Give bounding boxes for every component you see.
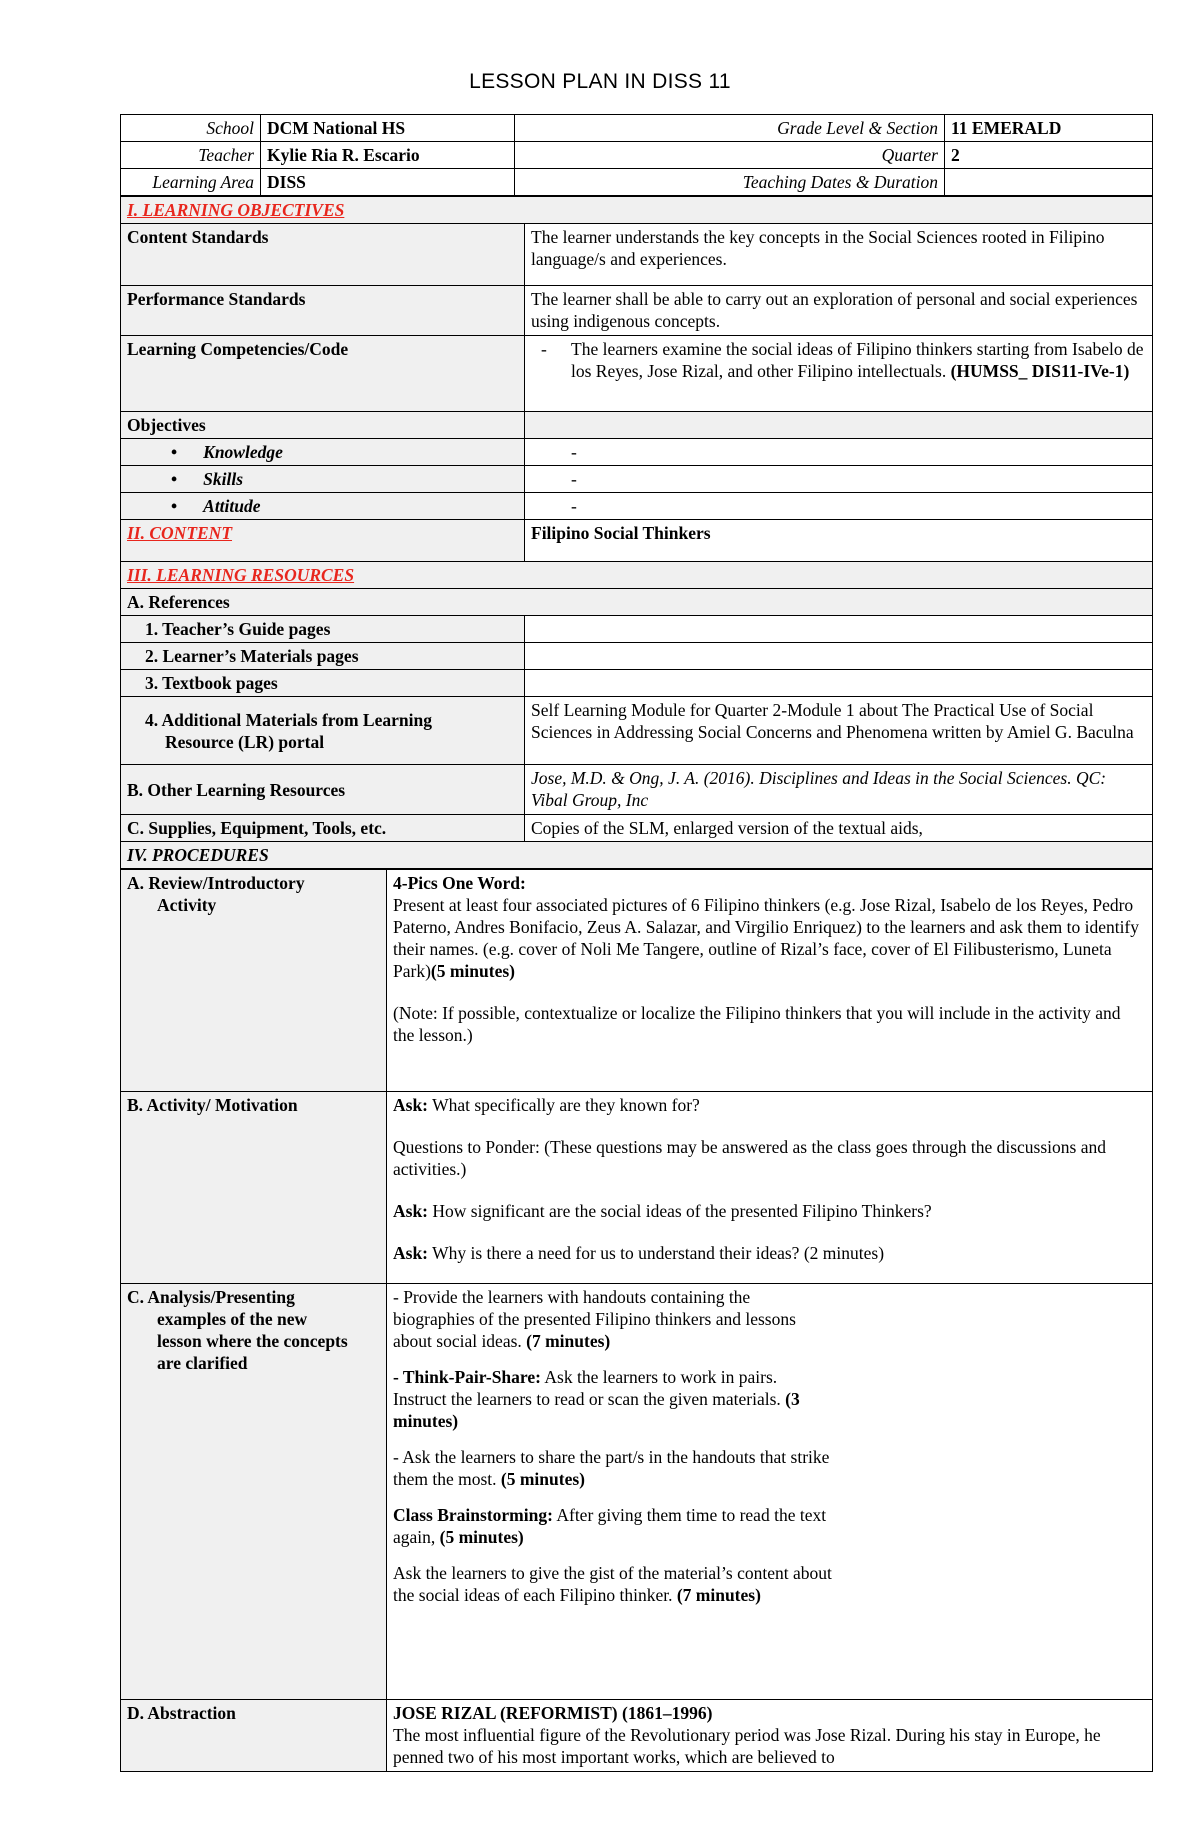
- references-label: A. References: [121, 589, 1153, 616]
- objectives-label: Objectives: [121, 412, 525, 439]
- additional-materials-label-line2: Resource (LR) portal: [165, 731, 325, 752]
- performance-standards-text: The learner shall be able to carry out an exploration of personal and social experiences using indigenous concepts.: [525, 286, 1153, 336]
- review-label-line2: Activity: [157, 895, 217, 915]
- page-title: LESSON PLAN IN DISS 11: [469, 70, 731, 93]
- dates-value: [945, 169, 1153, 196]
- competency-code: (HUMSS_ DIS11-IVe-1): [950, 361, 1130, 381]
- activity-ponder: Questions to Ponder: (These questions may be answered as the class goes through the discussions and activities.): [393, 1137, 1106, 1179]
- analysis-label-line3: lesson where the concepts: [157, 1331, 348, 1351]
- spacer: [393, 1432, 1146, 1446]
- competencies-label: Learning Competencies/Code: [121, 336, 525, 412]
- think-pair-share-label: - Think-Pair-Share:: [393, 1367, 541, 1387]
- area-value: DISS: [261, 169, 515, 196]
- analysis-label-line2: examples of the new: [157, 1309, 308, 1329]
- skills-label: • Skills: [121, 466, 525, 493]
- content-text: Filipino Social Thinkers: [525, 520, 1153, 562]
- supplies-text: Copies of the SLM, enlarged version of the textual aids,: [525, 815, 1153, 842]
- ask-label: Ask:: [393, 1201, 429, 1221]
- school-label: School: [121, 115, 261, 142]
- knowledge-value: -: [525, 439, 1153, 466]
- activity-label: B. Activity/ Motivation: [121, 1092, 387, 1284]
- ask-label: Ask:: [393, 1095, 429, 1115]
- additional-materials-label: [121, 697, 525, 765]
- review-label-line1: A. Review/Introductory: [127, 873, 305, 893]
- analysis-p5: [393, 1562, 833, 1606]
- review-label: [121, 870, 387, 1092]
- review-cell: [387, 870, 1153, 1092]
- analysis-label-line1: C. Analysis/Presenting: [127, 1287, 295, 1307]
- supplies-label: C. Supplies, Equipment, Tools, etc.: [121, 815, 525, 842]
- class-brainstorming-label: Class Brainstorming:: [393, 1505, 553, 1525]
- quarter-value: 2: [945, 142, 1153, 169]
- attitude-value: -: [525, 493, 1153, 520]
- textbook-label: 3. Textbook pages: [121, 670, 525, 697]
- analysis-p2-text: Ask the learners to work in pairs. Instruct the learners to read or scan the given materials.: [393, 1367, 781, 1409]
- analysis-p3: [393, 1446, 833, 1490]
- analysis-cell: [387, 1284, 1153, 1700]
- analysis-label: [121, 1284, 387, 1700]
- analysis-label-line4: are clarified: [157, 1353, 248, 1373]
- analysis-p5-text: Ask the learners to give the gist of the material’s content about the social ideas of each Filipino thinker.: [393, 1563, 832, 1605]
- other-resources-label: B. Other Learning Resources: [121, 765, 525, 815]
- spacer: [393, 1490, 1146, 1504]
- abstraction-title: JOSE RIZAL (REFORMIST) (1861–1996): [393, 1703, 713, 1723]
- content-standards-text: The learner understands the key concepts in the Social Sciences rooted in Filipino language/s and experiences.: [525, 224, 1153, 286]
- spacer: [393, 982, 1146, 1002]
- competencies-text: The learners examine the social ideas of Filipino thinkers starting from Isabelo de los Reyes, Jose Rizal, and other Filipino intellectuals.: [571, 339, 1144, 381]
- analysis-p1-time: (7 minutes): [526, 1331, 611, 1351]
- analysis-p5-time: (7 minutes): [676, 1585, 761, 1605]
- additional-materials-label-line1: 4. Additional Materials from Learning: [145, 709, 432, 730]
- attitude-label: • Attitude: [121, 493, 525, 520]
- competency-dash: -: [541, 339, 547, 359]
- dates-label: Teaching Dates & Duration: [515, 169, 945, 196]
- activity-q3-text: Why is there a need for us to understand their ideas? (2 minutes): [432, 1243, 885, 1263]
- lesson-plan-table: [120, 114, 1152, 1772]
- objectives-heading: I. LEARNING OBJECTIVES: [127, 200, 345, 220]
- spacer: [393, 1116, 1146, 1136]
- competencies-cell: [525, 336, 1153, 412]
- activity-q2-text: How significant are the social ideas of the presented Filipino Thinkers?: [432, 1201, 932, 1221]
- additional-materials-text: Self Learning Module for Quarter 2-Module 1 about The Practical Use of Social Sciences in Addressing Social Concerns and Phenomena written by Amiel G. Baculna: [525, 697, 1153, 765]
- abstraction-text: The most influential figure of the Revolutionary period was Jose Rizal. During his stay in Europe, he penned two of his most important works, which are believed to: [393, 1725, 1101, 1767]
- review-title: 4-Pics One Word:: [393, 873, 526, 893]
- activity-q1-text: What specifically are they known for?: [432, 1095, 700, 1115]
- teacher-label: Teacher: [121, 142, 261, 169]
- teacher-value: Kylie Ria R. Escario: [261, 142, 515, 169]
- analysis-p2: [393, 1366, 833, 1432]
- procedures-heading: IV. PROCEDURES: [121, 842, 1153, 869]
- review-text: Present at least four associated pictures of 6 Filipino thinkers (e.g. Jose Rizal, Isabelo de los Reyes, Pedro Paterno, Andres Bonifacio, Zeus A. Salazar, and Virgilio Enriquez) to the learners and ask them to identify their names. (e.g. cover of Noli Me Tangere, outline of Rizal’s face, cover of El Filibusterismo, Luneta Park): [393, 895, 1140, 981]
- grade-value: 11 EMERALD: [945, 115, 1153, 142]
- resources-heading: III. LEARNING RESOURCES: [127, 565, 355, 585]
- analysis-p3-text: - Ask the learners to share the part/s in the handouts that strike them the most.: [393, 1447, 830, 1489]
- analysis-p1: [393, 1286, 833, 1352]
- learners-materials-label: 2. Learner’s Materials pages: [121, 643, 525, 670]
- analysis-p4-text: After giving them time to read the text again,: [393, 1505, 827, 1547]
- grade-label: Grade Level & Section: [515, 115, 945, 142]
- abstraction-label: D. Abstraction: [121, 1700, 387, 1772]
- quarter-label: Quarter: [515, 142, 945, 169]
- teachers-guide-value: [525, 616, 1153, 643]
- review-time: (5 minutes): [430, 961, 515, 981]
- content-standards-label: Content Standards: [121, 224, 525, 286]
- skills-value: -: [525, 466, 1153, 493]
- ask-label: Ask:: [393, 1243, 429, 1263]
- teachers-guide-label: 1. Teacher’s Guide pages: [121, 616, 525, 643]
- review-note: (Note: If possible, contextualize or localize the Filipino thinkers that you will include in the activity and the lesson.): [393, 1003, 1121, 1045]
- abstraction-cell: [387, 1700, 1153, 1772]
- learners-materials-value: [525, 643, 1153, 670]
- analysis-p4: [393, 1504, 833, 1548]
- activity-cell: [387, 1092, 1153, 1284]
- other-resources-text: Jose, M.D. & Ong, J. A. (2016). Disciplines and Ideas in the Social Sciences. QC: Vibal Group, Inc: [525, 765, 1153, 815]
- analysis-p3-time: (5 minutes): [500, 1469, 585, 1489]
- spacer: [393, 1352, 1146, 1366]
- activity-q3: [393, 1242, 1146, 1264]
- activity-q2: [393, 1200, 1146, 1222]
- school-value: DCM National HS: [261, 115, 515, 142]
- analysis-p1-text: - Provide the learners with handouts containing the biographies of the presented Filipino thinkers and lessons about social ideas.: [393, 1287, 796, 1351]
- spacer: [393, 1180, 1146, 1200]
- objectives-blank: [525, 412, 1153, 439]
- knowledge-label: • Knowledge: [121, 439, 525, 466]
- area-label: Learning Area: [121, 169, 261, 196]
- analysis-p2-time: (3 minutes): [393, 1389, 800, 1431]
- spacer: [393, 1548, 1146, 1562]
- performance-standards-label: Performance Standards: [121, 286, 525, 336]
- review-text-block: [393, 894, 1146, 982]
- activity-q1: [393, 1094, 1146, 1116]
- content-heading: II. CONTENT: [127, 523, 233, 543]
- textbook-value: [525, 670, 1153, 697]
- spacer: [393, 1222, 1146, 1242]
- analysis-p4-time: (5 minutes): [439, 1527, 524, 1547]
